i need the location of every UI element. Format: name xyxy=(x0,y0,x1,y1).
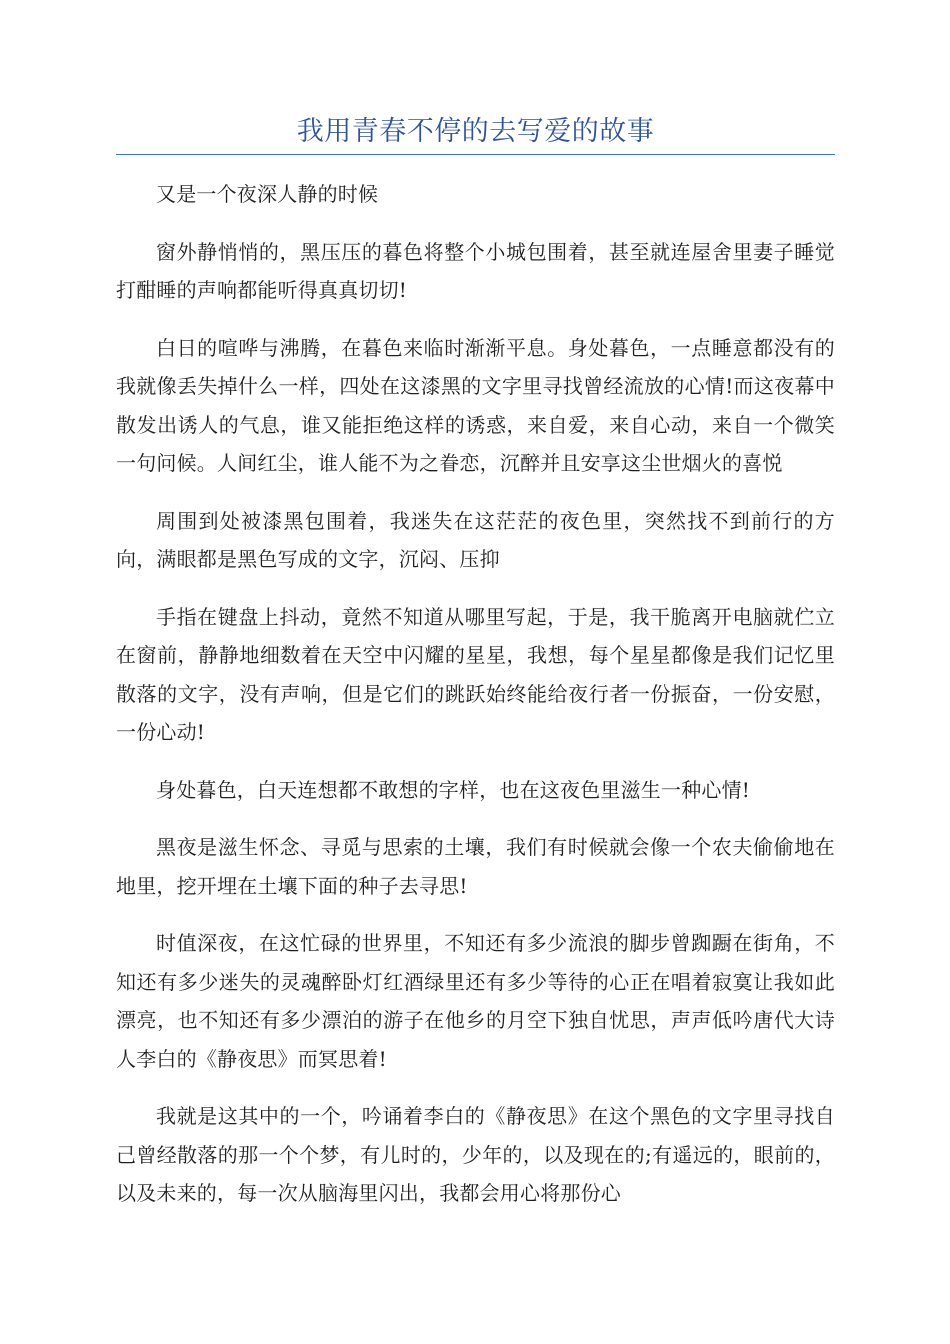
document-title: 我用青春不停的去写爱的故事 xyxy=(296,116,655,147)
paragraph: 时值深夜，在这忙碌的世界里，不知还有多少流浪的脚步曾踟蹰在街角，不知还有多少迷失的灵魂醉卧灯红酒绿里还有多少等待的心正在唱着寂寞让我如此漂亮，也不知还有多少漂泊的游子在他乡的月空下独自忧思，声声低吟唐代大诗人李白的《静夜思》而冥思着! xyxy=(116,931,835,1071)
title-underline xyxy=(116,154,835,155)
document-page xyxy=(116,110,835,1232)
paragraph: 窗外静悄悄的，黑压压的暮色将整个小城包围着，甚至就连屋舍里妻子睡觉打酣睡的声响都能听得真真切切! xyxy=(116,239,835,302)
paragraph: 我就是这其中的一个，吟诵着李白的《静夜思》在这个黑色的文字里寻找自己曾经散落的那一个个梦，有儿时的，少年的，以及现在的;有遥远的，眼前的，以及未来的，每一次从脑海里闪出，我都会用心将那份心 xyxy=(116,1104,835,1205)
paragraph: 手指在键盘上抖动，竟然不知道从哪里写起，于是，我干脆离开电脑就伫立在窗前，静静地细数着在天空中闪耀的星星，我想，每个星星都像是我们记忆里散落的文字，没有声响，但是它们的跳跃始终能给夜行者一份振奋，一份安慰，一份心动! xyxy=(116,604,835,744)
paragraph: 白日的喧哗与沸腾，在暮色来临时渐渐平息。身处暮色，一点睡意都没有的我就像丢失掉什么一样，四处在这漆黑的文字里寻找曾经流放的心情!而这夜幕中散发出诱人的气息，谁又能拒绝这样的诱惑，来自爱，来自心动，来自一个微笑一句问候。人间红尘，谁人能不为之眷恋，沉醉并且安享这尘世烟火的喜悦 xyxy=(116,335,835,475)
paragraph: 黑夜是滋生怀念、寻觅与思索的土壤，我们有时候就会像一个农夫偷偷地在地里，挖开埋在土壤下面的种子去寻思! xyxy=(116,835,835,898)
paragraph: 周围到处被漆黑包围着，我迷失在这茫茫的夜色里，突然找不到前行的方向，满眼都是黑色写成的文字，沉闷、压抑 xyxy=(116,508,835,571)
paragraph: 身处暮色，白天连想都不敢想的字样，也在这夜色里滋生一种心情! xyxy=(156,777,751,802)
paragraph: 又是一个夜深人静的时候 xyxy=(156,182,379,206)
